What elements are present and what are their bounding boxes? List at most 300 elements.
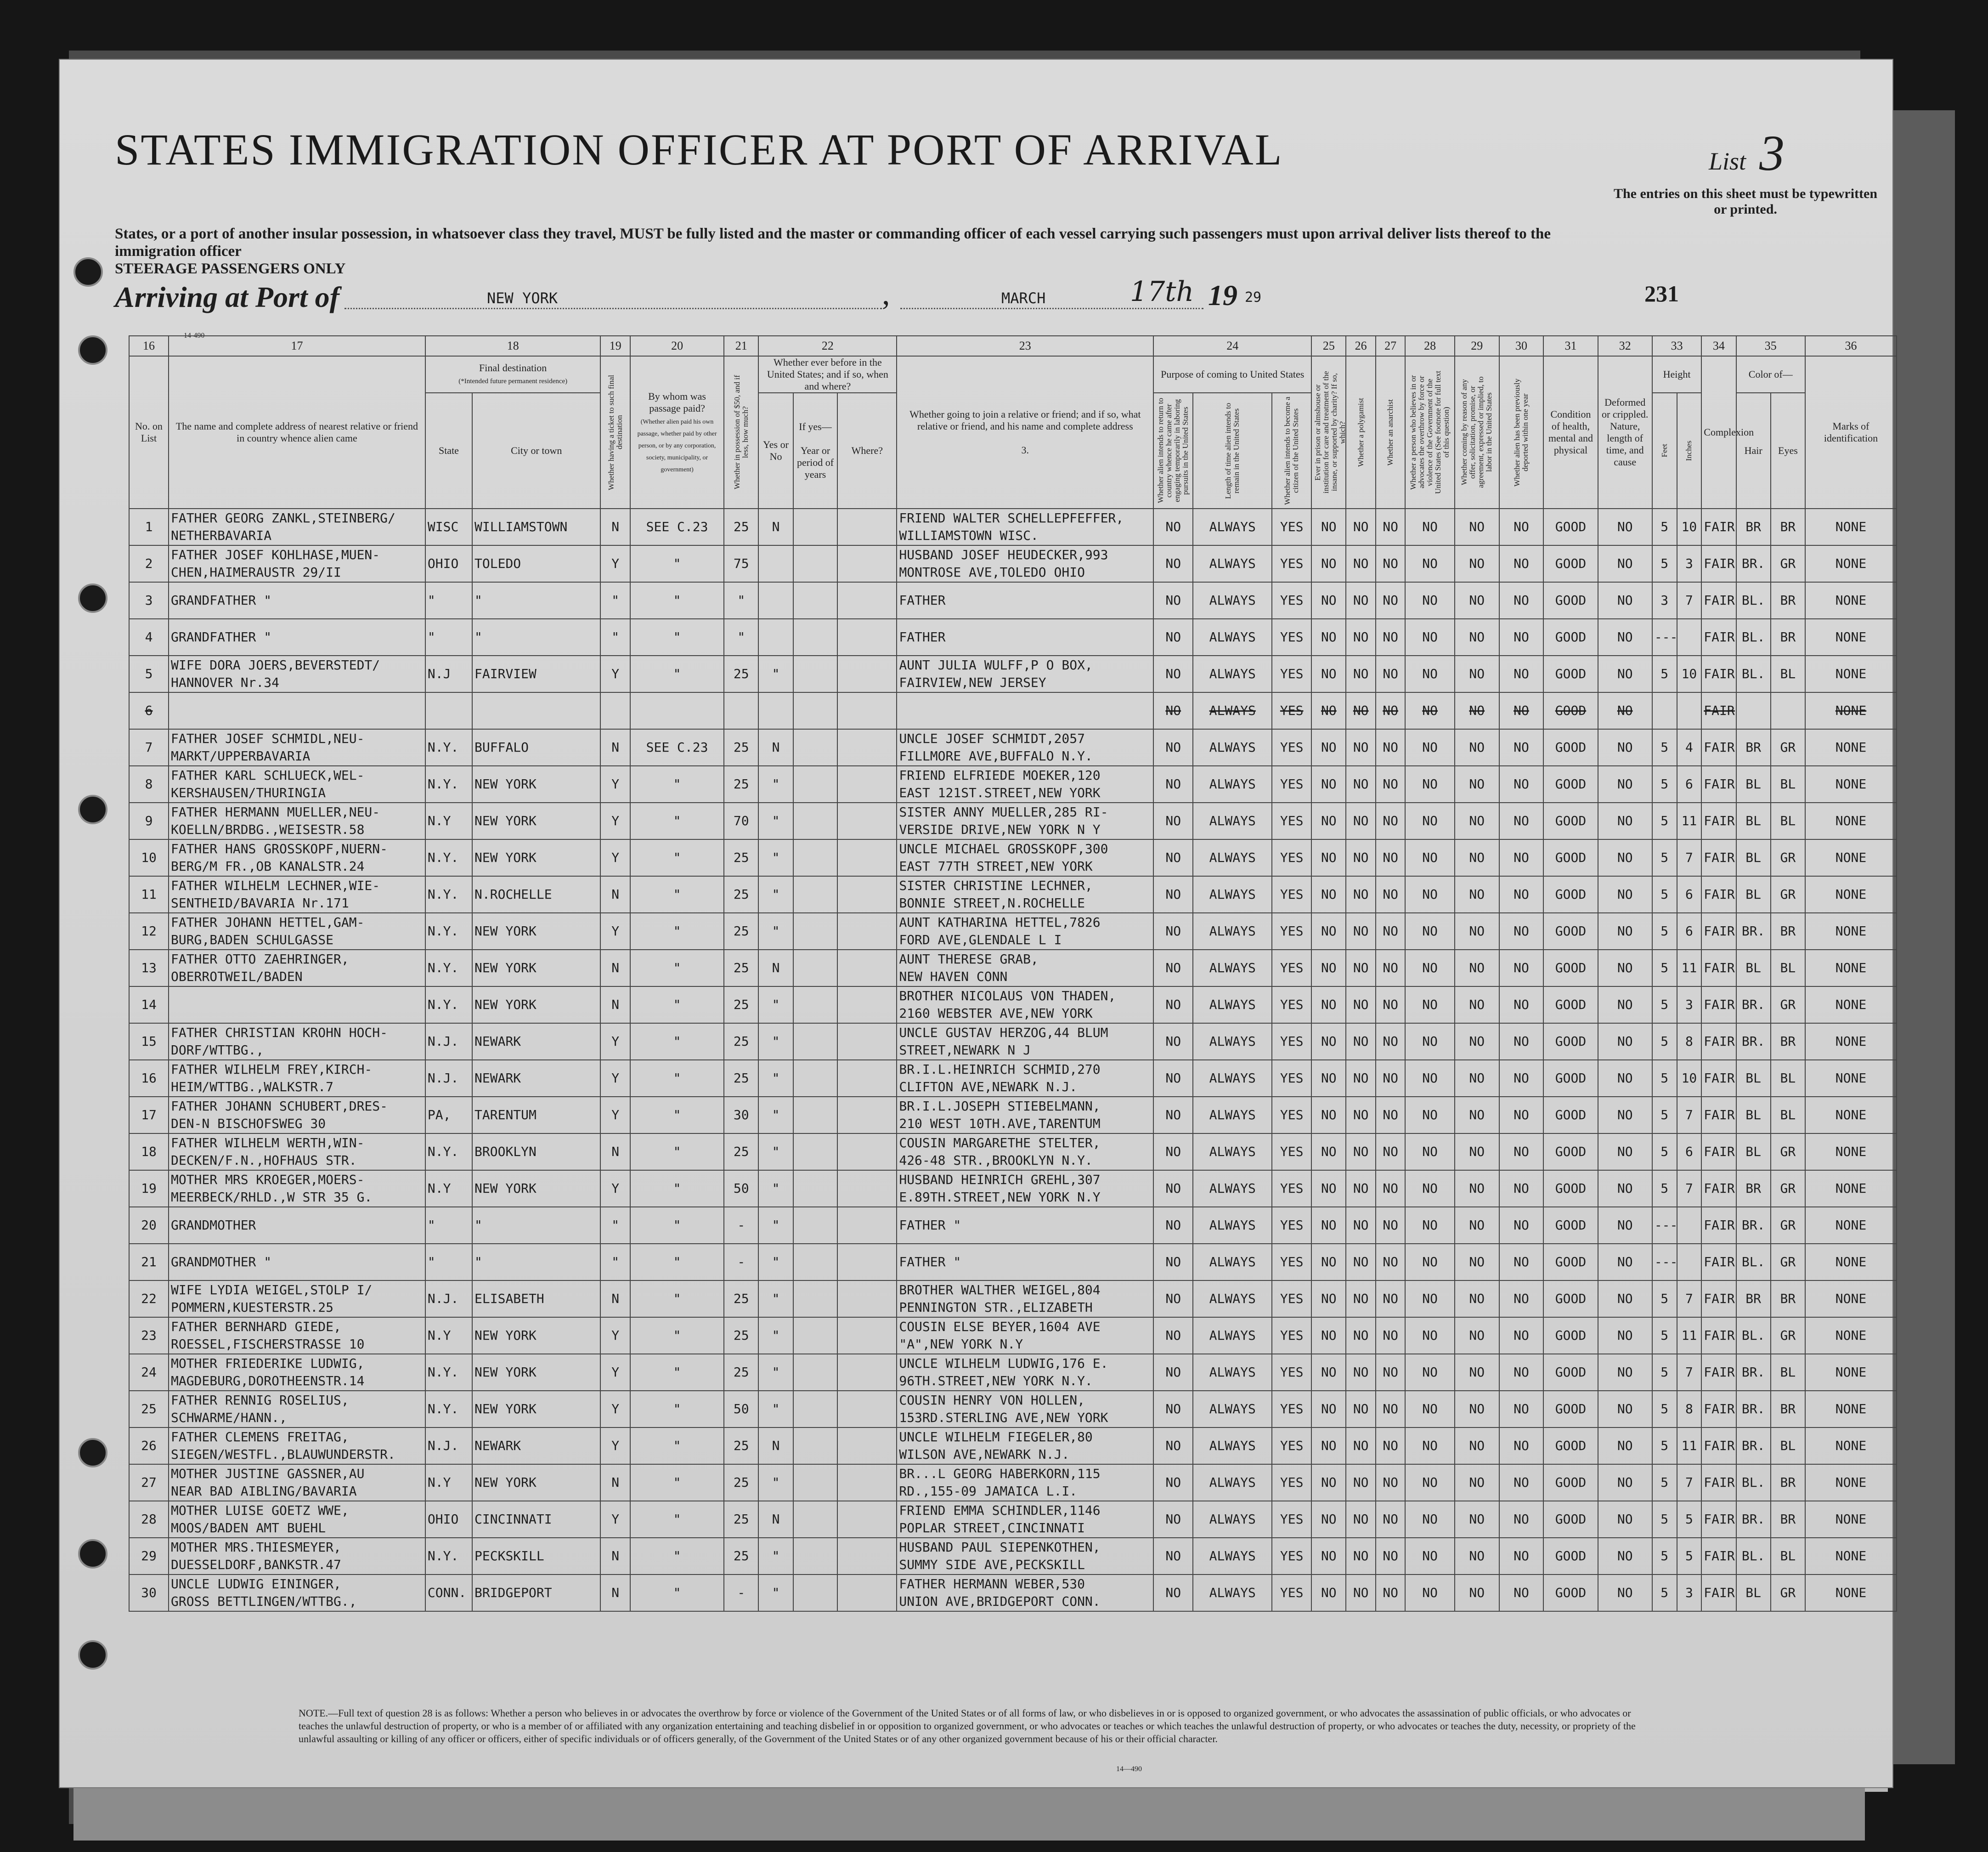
citizen-cell: YES xyxy=(1272,582,1311,619)
ticket-cell: N xyxy=(600,986,630,1023)
joining-line-2: WILSON AVE,NEWARK N.J. xyxy=(899,1447,1070,1462)
deformed-cell: NO xyxy=(1598,1317,1652,1354)
table-row xyxy=(129,766,1897,803)
joining-line-2: EAST 77TH STREET,NEW YORK xyxy=(899,859,1093,874)
c27-cell: NO xyxy=(1376,1023,1405,1060)
eyes-cell: BL xyxy=(1771,803,1805,839)
relative-cell xyxy=(169,1097,425,1133)
paid-cell: " xyxy=(630,1427,724,1464)
where-cell xyxy=(837,839,897,876)
complexion-cell: FAIR xyxy=(1701,766,1736,803)
relative-line-1: FATHER CHRISTIAN KROHN HOCH- xyxy=(170,1025,388,1040)
length-cell: ALWAYS xyxy=(1193,950,1272,986)
health-cell: GOOD xyxy=(1543,1464,1598,1501)
hair-cell: BL. xyxy=(1736,619,1771,656)
c28-cell: NO xyxy=(1405,582,1454,619)
eyes-cell: BL xyxy=(1771,766,1805,803)
paid-cell: " xyxy=(630,766,724,803)
money-cell: 25 xyxy=(724,1317,758,1354)
health-cell: GOOD xyxy=(1543,582,1598,619)
hair-cell: BR. xyxy=(1736,545,1771,582)
relative-line-1: WIFE DORA JOERS,BEVERSTEDT/ xyxy=(170,657,380,673)
paid-cell: " xyxy=(630,1574,724,1611)
c25-cell: NO xyxy=(1311,803,1346,839)
paid-cell: " xyxy=(630,582,724,619)
col-number: 18 xyxy=(425,336,601,356)
c30-cell: NO xyxy=(1499,1170,1544,1207)
c28-cell: NO xyxy=(1405,950,1454,986)
ticket-cell: " xyxy=(600,582,630,619)
c28-cell: NO xyxy=(1405,1280,1454,1317)
state-cell: N.Y. xyxy=(425,876,472,913)
final-destination-header xyxy=(425,356,601,393)
joining-line-1: FATHER " xyxy=(899,1218,961,1233)
c25-header xyxy=(1311,356,1346,509)
hair-cell: BR. xyxy=(1736,1023,1771,1060)
c29-cell: NO xyxy=(1455,656,1499,692)
c25-cell: NO xyxy=(1311,729,1346,766)
joining-cell xyxy=(897,1574,1153,1611)
joining-line-2: 96TH.STREET,NEW YORK N.Y. xyxy=(899,1373,1093,1388)
c28-cell: NO xyxy=(1405,1060,1454,1097)
before-cell: N xyxy=(758,729,793,766)
deformed-cell: NO xyxy=(1598,1133,1652,1170)
period-cell xyxy=(793,1464,838,1501)
inches-cell: 10 xyxy=(1677,656,1702,692)
health-cell: GOOD xyxy=(1543,1427,1598,1464)
marks-cell: NONE xyxy=(1805,1574,1897,1611)
c28-cell: NO xyxy=(1405,656,1454,692)
c28-cell: NO xyxy=(1405,1097,1454,1133)
marks-cell: NONE xyxy=(1805,986,1897,1023)
c26-cell: NO xyxy=(1346,1097,1375,1133)
return-cell: NO xyxy=(1153,913,1193,950)
c26-cell: NO xyxy=(1346,766,1375,803)
marks-cell: NONE xyxy=(1805,1170,1897,1207)
row-number: 4 xyxy=(129,619,169,656)
health-header: Condition of health, mental and physical xyxy=(1543,356,1598,509)
deformed-cell: NO xyxy=(1598,1244,1652,1280)
relative-line-1: GRANDMOTHER " xyxy=(170,1254,272,1269)
joining-cell xyxy=(897,1133,1153,1170)
deformed-cell: NO xyxy=(1598,1280,1652,1317)
relative-line-1: WIFE LYDIA WEIGEL,STOLP I/ xyxy=(170,1282,373,1297)
relative-line-2: GROSS BETTLINGEN/WTTBG., xyxy=(170,1594,357,1609)
where-cell xyxy=(837,1574,897,1611)
state-cell: N.J. xyxy=(425,1427,472,1464)
color-header: Color of— xyxy=(1736,356,1805,393)
port-label: Arriving at Port of xyxy=(115,281,339,313)
c29-cell: NO xyxy=(1455,950,1499,986)
return-cell: NO xyxy=(1153,1207,1193,1244)
ticket-cell: N xyxy=(600,1133,630,1170)
c28-cell: NO xyxy=(1405,1207,1454,1244)
city-cell: TARENTUM xyxy=(472,1097,600,1133)
c26-cell: NO xyxy=(1346,1023,1375,1060)
feet-cell: 5 xyxy=(1652,729,1677,766)
citizen-cell: YES xyxy=(1272,692,1311,729)
where-cell xyxy=(837,1427,897,1464)
ticket-cell: Y xyxy=(600,1317,630,1354)
joining-cell xyxy=(897,582,1153,619)
health-cell: GOOD xyxy=(1543,1097,1598,1133)
hair-cell: BL. xyxy=(1736,1538,1771,1574)
joining-cell xyxy=(897,1427,1153,1464)
table-row xyxy=(129,656,1897,692)
relative-line-2: MOOS/BADEN AMT BUEHL xyxy=(170,1520,326,1535)
c28-cell: NO xyxy=(1405,1354,1454,1391)
footnote: NOTE.—Full text of question 28 is as follows: Whether a person who believes in or advocates the overthrow by force or violence of the Government of the United States or of all forms of law, or who disbelieves in or is opposed to organized government, or who advocates the assassination of public officials, or who advocates or teaches the unlawful destruction of property, or who is a member of or affiliated with any organization entertaining and teaching disbelief in or opposition to organized government, or who advocates or teaches or which teaches the unlawful destruction of property, or who advocates or teaches the duty, necessity, or propriety of the unlawful assaulting or killing of any officer or officers, either of specific individuals or of officers generally, of the Government of the United States or of any other organized government because of his or their official character. xyxy=(299,1707,1636,1744)
length-cell: ALWAYS xyxy=(1193,766,1272,803)
period-cell xyxy=(793,729,838,766)
c29-cell: NO xyxy=(1455,986,1499,1023)
c29-cell: NO xyxy=(1455,582,1499,619)
length-cell: ALWAYS xyxy=(1193,986,1272,1023)
return-cell: NO xyxy=(1153,1574,1193,1611)
relative-line-2: SIEGEN/WESTFL.,BLAUWUNDERSTR. xyxy=(170,1447,395,1462)
citizen-cell: YES xyxy=(1272,950,1311,986)
purpose-header: Purpose of coming to United States xyxy=(1153,356,1311,393)
return-cell: NO xyxy=(1153,619,1193,656)
feet-cell: 5 xyxy=(1652,545,1677,582)
city-cell: BUFFALO xyxy=(472,729,600,766)
before-cell: " xyxy=(758,913,793,950)
ticket-cell: Y xyxy=(600,1170,630,1207)
joining-cell xyxy=(897,1501,1153,1538)
citizen-cell: YES xyxy=(1272,1317,1311,1354)
paid-cell: " xyxy=(630,950,724,986)
length-cell: ALWAYS xyxy=(1193,1133,1272,1170)
eyes-cell: BL xyxy=(1771,1538,1805,1574)
row-number: 6 xyxy=(129,692,169,729)
c28-cell: NO xyxy=(1405,1538,1454,1574)
c30-cell: NO xyxy=(1499,913,1544,950)
column-number-row xyxy=(129,336,1897,356)
money-cell: 25 xyxy=(724,1464,758,1501)
before-cell: " xyxy=(758,1538,793,1574)
row-number: 1 xyxy=(129,509,169,545)
table-row xyxy=(129,1464,1897,1501)
c25-cell: NO xyxy=(1311,876,1346,913)
ticket-cell: Y xyxy=(600,839,630,876)
joining-cell xyxy=(897,1207,1153,1244)
list-label: List xyxy=(1709,147,1746,175)
health-cell: GOOD xyxy=(1543,913,1598,950)
health-cell: GOOD xyxy=(1543,1574,1598,1611)
city-cell: NEW YORK xyxy=(472,1464,600,1501)
where-cell xyxy=(837,803,897,839)
c25-cell: NO xyxy=(1311,692,1346,729)
row-number: 24 xyxy=(129,1354,169,1391)
manifest-sheet xyxy=(60,60,1892,1787)
city-cell xyxy=(472,692,600,729)
marks-cell: NONE xyxy=(1805,1207,1897,1244)
inches-cell: 5 xyxy=(1677,1501,1702,1538)
deformed-cell: NO xyxy=(1598,839,1652,876)
health-cell: GOOD xyxy=(1543,1391,1598,1427)
inches-cell: 3 xyxy=(1677,1574,1702,1611)
binder-hole xyxy=(78,335,107,365)
relative-line-1: FATHER CLEMENS FREITAG, xyxy=(170,1429,349,1444)
col-number: 25 xyxy=(1311,336,1346,356)
c27-cell: NO xyxy=(1376,1427,1405,1464)
paid-cell xyxy=(630,692,724,729)
health-cell: GOOD xyxy=(1543,1023,1598,1060)
deformed-cell: NO xyxy=(1598,656,1652,692)
length-cell: ALWAYS xyxy=(1193,509,1272,545)
paid-cell: " xyxy=(630,1244,724,1280)
eyes-cell: BR xyxy=(1771,913,1805,950)
return-cell: NO xyxy=(1153,509,1193,545)
money-header xyxy=(724,356,758,509)
hair-cell: BL. xyxy=(1736,1317,1771,1354)
c28-cell: NO xyxy=(1405,1244,1454,1280)
c25-cell: NO xyxy=(1311,1538,1346,1574)
complexion-cell: FAIR xyxy=(1701,1317,1736,1354)
state-cell: N.Y. xyxy=(425,950,472,986)
joining-cell xyxy=(897,656,1153,692)
ticket-cell: N xyxy=(600,1538,630,1574)
eyes-cell: GR xyxy=(1771,876,1805,913)
joining-cell xyxy=(897,986,1153,1023)
row-number: 5 xyxy=(129,656,169,692)
c28-cell: NO xyxy=(1405,1574,1454,1611)
health-cell: GOOD xyxy=(1543,1060,1598,1097)
state-cell: WISC xyxy=(425,509,472,545)
eyes-cell: GR xyxy=(1771,1133,1805,1170)
col-number: 28 xyxy=(1405,336,1454,356)
col-number: 29 xyxy=(1455,336,1499,356)
c29-cell: NO xyxy=(1455,1207,1499,1244)
row-number: 19 xyxy=(129,1170,169,1207)
return-cell: NO xyxy=(1153,1280,1193,1317)
c26-cell: NO xyxy=(1346,692,1375,729)
inches-cell: 8 xyxy=(1677,1391,1702,1427)
c26-cell: NO xyxy=(1346,1244,1375,1280)
before-cell: " xyxy=(758,1354,793,1391)
deformed-cell: NO xyxy=(1598,729,1652,766)
feet-cell: 5 xyxy=(1652,766,1677,803)
c29-cell: NO xyxy=(1455,1280,1499,1317)
period-cell xyxy=(793,950,838,986)
table-row xyxy=(129,1391,1897,1427)
return-cell: NO xyxy=(1153,1501,1193,1538)
deformed-cell: NO xyxy=(1598,545,1652,582)
joining-cell xyxy=(897,692,1153,729)
city-cell: NEWARK xyxy=(472,1023,600,1060)
paid-cell: " xyxy=(630,986,724,1023)
relative-line-1: FATHER WILHELM LECHNER,WIE- xyxy=(170,878,380,893)
joining-line-1: HUSBAND HEINRICH GREHL,307 xyxy=(899,1172,1101,1187)
where-cell xyxy=(837,1023,897,1060)
c27-cell: NO xyxy=(1376,729,1405,766)
c26-cell: NO xyxy=(1346,1317,1375,1354)
row-number: 23 xyxy=(129,1317,169,1354)
paid-cell: " xyxy=(630,1207,724,1244)
table-row xyxy=(129,1244,1897,1280)
length-cell: ALWAYS xyxy=(1193,1170,1272,1207)
before-cell: N xyxy=(758,1501,793,1538)
c30-cell: NO xyxy=(1499,839,1544,876)
city-cell: NEW YORK xyxy=(472,766,600,803)
complexion-cell: FAIR xyxy=(1701,1023,1736,1060)
length-cell: ALWAYS xyxy=(1193,545,1272,582)
ticket-cell: Y xyxy=(600,803,630,839)
complexion-cell: FAIR xyxy=(1701,986,1736,1023)
citizen-cell: YES xyxy=(1272,1574,1311,1611)
money-cell: 25 xyxy=(724,876,758,913)
complexion-cell: FAIR xyxy=(1701,1207,1736,1244)
relative-cell xyxy=(169,803,425,839)
complexion-cell: FAIR xyxy=(1701,1244,1736,1280)
before-cell xyxy=(758,582,793,619)
relative-line-2: HEIM/WTTBG.,WALKSTR.7 xyxy=(170,1079,333,1094)
relative-cell xyxy=(169,656,425,692)
citizen-cell: YES xyxy=(1272,1097,1311,1133)
complexion-cell: FAIR xyxy=(1701,839,1736,876)
eyes-cell xyxy=(1771,692,1805,729)
joining-line-1: SISTER CHRISTINE LECHNER, xyxy=(899,878,1093,893)
c28-cell: NO xyxy=(1405,1133,1454,1170)
complexion-cell: FAIR xyxy=(1701,1501,1736,1538)
ticket-cell: Y xyxy=(600,913,630,950)
period-cell xyxy=(793,1538,838,1574)
c25-cell: NO xyxy=(1311,1097,1346,1133)
relative-line-2: ROESSEL,FISCHERSTRASSE 10 xyxy=(170,1337,365,1352)
c26-cell: NO xyxy=(1346,582,1375,619)
col-number: 36 xyxy=(1805,336,1897,356)
hair-cell: BL xyxy=(1736,803,1771,839)
c25-cell: NO xyxy=(1311,1170,1346,1207)
c29-cell: NO xyxy=(1455,1170,1499,1207)
c29-cell: NO xyxy=(1455,876,1499,913)
joining-line-2: 153RD.STERLING AVE,NEW YORK xyxy=(899,1410,1108,1425)
where-cell xyxy=(837,545,897,582)
table-row xyxy=(129,1023,1897,1060)
row-number: 11 xyxy=(129,876,169,913)
joining-line-2: 210 WEST 10TH.AVE,TARENTUM xyxy=(899,1116,1101,1131)
feet-cell: 5 xyxy=(1652,656,1677,692)
citizen-cell: YES xyxy=(1272,1023,1311,1060)
state-cell: N.J. xyxy=(425,1280,472,1317)
table-row xyxy=(129,729,1897,766)
citizen-cell: YES xyxy=(1272,1464,1311,1501)
col-number: 32 xyxy=(1598,336,1652,356)
relative-line-2: NEAR BAD AIBLING/BAVARIA xyxy=(170,1484,357,1499)
joining-line-1: BR.I.L.HEINRICH SCHMID,270 xyxy=(899,1062,1101,1077)
instructions-text: States, or a port of another insular possession, in whatsoever class they travel, MUST be fully listed and the master or commanding officer of each vessel carrying such passengers must upon arrival deliver lists thereof to the immigration officer xyxy=(115,226,1551,260)
where-cell xyxy=(837,692,897,729)
period-cell xyxy=(793,1574,838,1611)
relative-cell xyxy=(169,509,425,545)
feet-cell: 5 xyxy=(1652,1280,1677,1317)
c29-label: Whether coming by reason of any offer, solicitation, promise, or agreement, expressed or implied, to labor in the United States xyxy=(1460,376,1494,488)
money-cell: 25 xyxy=(724,1060,758,1097)
eyes-cell: BR xyxy=(1771,1391,1805,1427)
inches-cell: 11 xyxy=(1677,1427,1702,1464)
money-cell: 25 xyxy=(724,839,758,876)
before-cell: " xyxy=(758,1060,793,1097)
joining-line-2: CLIFTON AVE,NEWARK N.J. xyxy=(899,1079,1078,1094)
city-cell: " xyxy=(472,582,600,619)
c30-cell: NO xyxy=(1499,692,1544,729)
deformed-cell: NO xyxy=(1598,1060,1652,1097)
deformed-cell: NO xyxy=(1598,619,1652,656)
paid-cell: " xyxy=(630,1097,724,1133)
relative-line-2: BURG,BADEN SCHULGASSE xyxy=(170,932,333,947)
c30-cell: NO xyxy=(1499,1391,1544,1427)
complexion-cell: FAIR xyxy=(1701,950,1736,986)
table-row xyxy=(129,1097,1897,1133)
c30-cell: NO xyxy=(1499,986,1544,1023)
binder-hole xyxy=(78,583,107,613)
period-cell xyxy=(793,582,838,619)
c30-label: Whether alien has been previously deported within one year xyxy=(1512,378,1530,487)
eyes-cell: GR xyxy=(1771,545,1805,582)
period-cell xyxy=(793,1170,838,1207)
hair-cell: BR. xyxy=(1736,913,1771,950)
relative-line-1: MOTHER MRS KROEGER,MOERS- xyxy=(170,1172,365,1187)
relative-line-1: GRANDFATHER " xyxy=(170,593,272,608)
paid-cell: " xyxy=(630,656,724,692)
citizen-cell: YES xyxy=(1272,1133,1311,1170)
row-number: 21 xyxy=(129,1244,169,1280)
relative-line-1: MOTHER JUSTINE GASSNER,AU xyxy=(170,1466,365,1481)
period-cell xyxy=(793,1501,838,1538)
c25-cell: NO xyxy=(1311,1391,1346,1427)
money-cell: - xyxy=(724,1207,758,1244)
deformed-cell: NO xyxy=(1598,1023,1652,1060)
c30-cell: NO xyxy=(1499,1427,1544,1464)
return-cell: NO xyxy=(1153,876,1193,913)
relative-cell xyxy=(169,1207,425,1244)
inches-cell: 3 xyxy=(1677,986,1702,1023)
money-cell: 50 xyxy=(724,1170,758,1207)
relative-line-2: DECKEN/F.N.,HOFHAUS STR. xyxy=(170,1153,357,1168)
table-row xyxy=(129,1207,1897,1244)
inches-cell: 11 xyxy=(1677,1317,1702,1354)
health-cell: GOOD xyxy=(1543,1501,1598,1538)
inches-cell: 7 xyxy=(1677,1170,1702,1207)
c30-cell: NO xyxy=(1499,619,1544,656)
hair-cell: BR. xyxy=(1736,1501,1771,1538)
c29-cell: NO xyxy=(1455,1060,1499,1097)
relative-line-2: OBERROTWEIL/BADEN xyxy=(170,969,303,984)
hair-cell: BR. xyxy=(1736,1427,1771,1464)
money-cell: " xyxy=(724,582,758,619)
c30-cell: NO xyxy=(1499,1060,1544,1097)
before-cell: " xyxy=(758,1574,793,1611)
complexion-cell: FAIR xyxy=(1701,876,1736,913)
health-cell: GOOD xyxy=(1543,1280,1598,1317)
period-cell xyxy=(793,1317,838,1354)
c26-cell: NO xyxy=(1346,1060,1375,1097)
hair-cell: BR xyxy=(1736,509,1771,545)
c27-cell: NO xyxy=(1376,986,1405,1023)
return-cell: NO xyxy=(1153,1244,1193,1280)
ticket-cell: N xyxy=(600,1280,630,1317)
eyes-cell: BR xyxy=(1771,1280,1805,1317)
marks-cell: NONE xyxy=(1805,1280,1897,1317)
joining-line-2: VERSIDE DRIVE,NEW YORK N Y xyxy=(899,822,1101,837)
c27-cell: NO xyxy=(1376,1133,1405,1170)
complexion-cell: FAIR xyxy=(1701,1280,1736,1317)
inches-cell: 7 xyxy=(1677,839,1702,876)
where-cell xyxy=(837,1464,897,1501)
row-number: 7 xyxy=(129,729,169,766)
length-cell: ALWAYS xyxy=(1193,1574,1272,1611)
page-title: STATES IMMIGRATION OFFICER AT PORT OF ARRIVAL xyxy=(115,125,1283,174)
